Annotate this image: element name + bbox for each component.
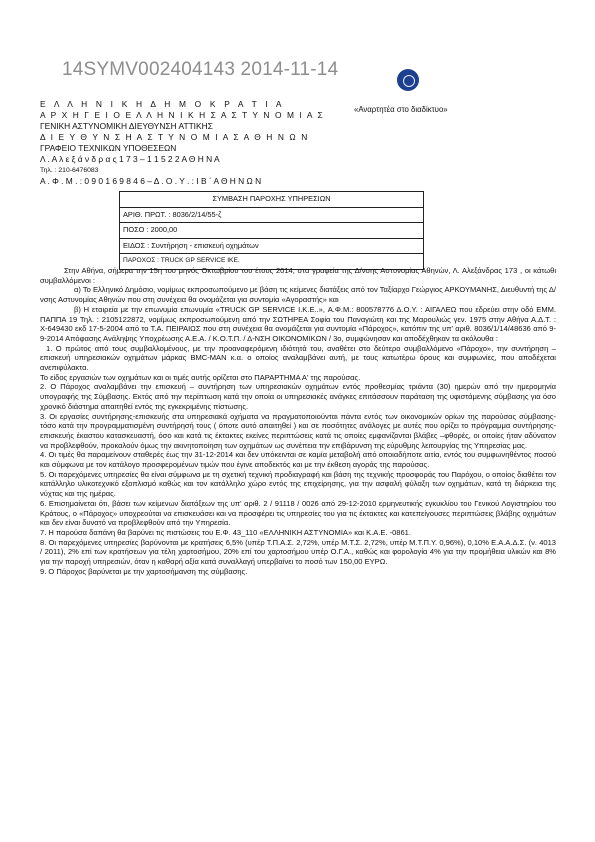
clause-6: 6. Επισημαίνεται ότι, βάσει των κείμενων διατάξεων της υπ' αριθ. 2 / 91118 / 0026 από 29-12-2010 ερμηνευτικής εγκυκλίου του Γενικού Λογιστηρίου του Κράτους, ο «Πάροχος» υποχρεούται να επισκευάσει και να προσφέρει τις υπηρεσίες του για τις έκτακτες και κατεπείγουσες περιπτώσεις βλάβης οχημάτων και δεν είναι δυνατό να προβλεφθούν από την Υπηρεσία. [40, 498, 556, 528]
intro-paragraph: Στην Αθήνα, σήμερα την 15η του μηνός Οκτωβρίου του έτους 2014, στα γραφεία της Δ/νσης Αστυνομίας Αθηνών, Λ. Αλεξάνδρας 173 , οι κάτωθι συμβαλλόμενοι : [40, 266, 556, 285]
clause-9: 9. Ο Πάροχος βαρύνεται με την χαρτοσήμανση της σύμβασης. [40, 566, 248, 576]
clause-1: 1. Ο πρώτος από τους συμβαλλομένους, με την προαναφερόμενη ιδιότητά του, αναθέτει στο δεύτερο συμβαλλόμενο «Πάροχο», την συντήρηση – επισκευή υπηρεσιακών οχημάτων μάρκας BMC-MAN κ.α. ο οποίος αναλαμβάνει αυτή, με τους κατωτέρω όρους και συμφωνίες, που αποδέχεται ανεπιφύλακτα. [40, 343, 556, 373]
header-directorate-athens: Δ Ι Ε Υ Θ Υ Ν Σ Η Α Σ Τ Υ Ν Ο Μ Ι Α Σ Α Θ Η Ν Ω Ν [40, 132, 309, 142]
contract-body [40, 266, 556, 577]
clause-5: 5. Οι παρεχόμενες υπηρεσίες θα είναι σύμφωνα με τη σχετική τεχνική προδιαγραφή και βάση της τεχνικής προσφοράς του Παρόχου, ο οποίος διαθέτει τον κατάλληλο υλικοτεχνικό εξοπλισμό καθώς και τον κατάλληλο χώρο εντός της επιχείρησης, για την ασφαλή φύλαξη των οχημάτων, κατά τη διάρκεια της νύχτας και της ημέρας. [40, 469, 556, 499]
header-phone: Τηλ. : 210-6476083 [40, 167, 99, 174]
clause-7: 7. Η παρούσα δαπάνη θα βαρύνει τις πιστώσεις του Ε.Φ. 43_110 «ΕΛΛΗΝΙΚΗ ΑΣΤΥΝΟΜΙΑ» και Κ.Α.Ε. -0861. [40, 527, 411, 537]
header-tax: Α . Φ . Μ . : 0 9 0 1 6 9 8 4 6 – Δ . Ο . Υ . : Ι Β ΄ Α Θ Η Ν Ω Ν [40, 176, 262, 186]
clause-8: 8. Οι παρεχόμενες υπηρεσίες βαρύνονται με κρατήσεις 6,5% (υπέρ Τ.Π.Α.Σ. 2,72%, υπέρ Μ.Τ.Σ. 2,72%, υπέρ Μ.Τ.Π.Υ. 0,96%), 0,10% Ε.Α.Α.Δ.Σ. (ν. 4013 / 2011), 2% επί των κρατήσεων για τέλη χαρτοσήμου, 20% επί του χαρτοσήμου υπέρ Ο.Γ.Α., καθώς και φορολογία 4% για την προμήθεια υλικών και 8% για την παροχή υπηρεσιών, όταν η καθαρή αξία κατά συναλλαγή υπερβαίνει το ποσό των 150,00 ΕΥΡΩ. [40, 537, 556, 567]
document-id: 14SYMV002404143 2014-11-14 [62, 59, 339, 80]
contract-summary-box [119, 191, 424, 270]
letterhead [40, 99, 324, 187]
clause-3: 3. Οι εργασίες συντήρησης-επισκευής στα υπηρεσιακά οχήματα να πραγματοποιούνται πάντα εντός των οικονομικών ορίων της παρούσας σύμβασης-τόσο κατά την προγραμματισμένη συντήρησή τους ( όποτε αυτό απαιτηθεί ) και σε ποσότητες ανάλογες με αυτές που ορίζει το πρόγραμμα συντήρησης-επισκευής έκαστου κατασκευαστή, όσο και κατά τις έκτακτες εκείνες περιπτώσεις κατά τις οποίες εμφανίζονται βλάβες –φθορές, οι οποίες ήταν αδύνατον να προβλεφθούν, προκαλούν όμως την ακινητοποίηση των οχημάτων ως συνέπεια την επιβάρυνση της εύρυθμης λειτουργίας της Υπηρεσίας μας. [40, 411, 556, 450]
posting-notice: «Αναρτητέα στο διαδίκτυο» [354, 105, 448, 114]
header-address: Λ . Α λ ε ξ ά ν δ ρ α ς 1 7 3 – 1 1 5 2 2 Α Θ Η Ν Α [40, 154, 220, 164]
clause-2: 2. Ο Πάροχος αναλαμβάνει την επισκευή – συντήρηση των υπηρεσιακών οχημάτων εντός προθεσμίας τριάντα (30) ημερών από την ημερομηνία υπογραφής της Σύμβασης. Εκτός από την περίπτωση κατά την οποία οι υπηρεσιακές ανάγκες επιτάσσουν παράταση της υφιστάμενης σύμβασης για όσο χρονικό διάστημα απαιτηθεί εντός της εγκεκριμένης πίστωσης. [40, 382, 556, 411]
contract-amount: ΠΟΣΟ : 2000,00 [120, 222, 423, 238]
party-a-paragraph: α) Το Ελληνικό Δημόσιο, νομίμως εκπροσωπούμενο με βάση τις κείμενες διατάξεις από τον Ταξίαρχο Γεώργιος ΑΡΚΟΥΜΑΝΗΣ, Διευθυντή της Δ/νσης Αστυνομίας Αθηνών που στη συνέχεια θα ονομάζεται για συντομία «Αγοραστής» και [40, 285, 556, 305]
contract-type: ΕΙΔΟΣ : Συντήρηση - επισκευή οχημάτων [120, 238, 423, 254]
clause-4: 4. Οι τιμές θα παραμείνουν σταθερές έως την 31-12-2014 και δεν υπόκεινται σε καμία μεταβολή από οποιαδήποτε αιτία, εντός του συμφωνηθέντος ποσού και σύμφωνα με τον κατάλογο προσφερομένων τιμών που έγινε αποδεκτός και με την έκθεση αγοράς της παρούσας. [40, 450, 556, 470]
header-country: Ε Λ Λ Η Ν Ι Κ Η Δ Η Μ Ο Κ Ρ Α Τ Ι Α [40, 99, 285, 109]
contract-protocol: ΑΡΙΘ. ΠΡΩΤ. : 8036/2/14/55-ζ [120, 207, 423, 223]
header-hq: Α Ρ Χ Η Γ Ε Ι Ο Ε Λ Λ Η Ν Ι Κ Η Σ Α Σ Τ Υ Ν Ο Μ Ι Α Σ [40, 110, 325, 120]
party-b-paragraph: β) Η εταιρεία με την επωνυμία επωνυμία «TRUCK GP SERVICE I.K.E..», Α.Φ.Μ.: 800578776 Δ.Ο.Υ. : ΑΙΓΑΛΕΩ που εδρεύει στην οδό ΕΜΜ. ΠΑΠΠΑ 19 Τηλ. : 2105122872, νομίμως εκπροσωπούμενη από την ΣΩΤΗΡΕΑ Σοφία του Παναγιώτη και της Μαρουλιώς γεν. 1975 στην Αθήνα Α.Δ.Τ. : Χ-649430 εκδ 17-5-2004 από το Τ.Α. ΠΕΙΡΑΙΩΣ που στη συνέχεια θα ονομάζεται για συντομία «Πάροχος», κατόπιν της υπ' αριθ. 8036/1/14/48636 από 9-9-2014 Απόφασης Ανάληψης Υποχρέωσης Α.Ε.Α. / Κ.Ο.Τ.Π. / Δ-ΝΣΗ ΟΙΚΟΝΟΜΙΚΩΝ / 3ο, συμφώνησαν και αποδέχθηκαν τα ακόλουθα : [40, 304, 556, 343]
contract-title: ΣΥΜΒΑΣΗ ΠΑΡΟΧΗΣ ΥΠΗΡΕΣΙΩΝ [212, 194, 331, 203]
clause-1-note: Το είδος εργασιών των οχημάτων και οι τιμές αυτής ορίζεται στο ΠΑΡΑΡΤΗΜΑ Α' της παρούσας. [40, 372, 361, 382]
seal-icon [397, 69, 419, 91]
contract-provider: ΠΑΡΟΧΟΣ : TRUCK GP SERVICE IKE. [120, 253, 423, 269]
header-directorate-attica: ΓΕΝΙΚΗ ΑΣΤΥΝΟΜΙΚΗ ΔΙΕΥΘΥΝΣΗ ΑΤΤΙΚΗΣ [40, 121, 213, 131]
header-office: ΓΡΑΦΕΙΟ ΤΕΧΝΙΚΩΝ ΥΠΟΘΕΣΕΩΝ [40, 143, 177, 153]
